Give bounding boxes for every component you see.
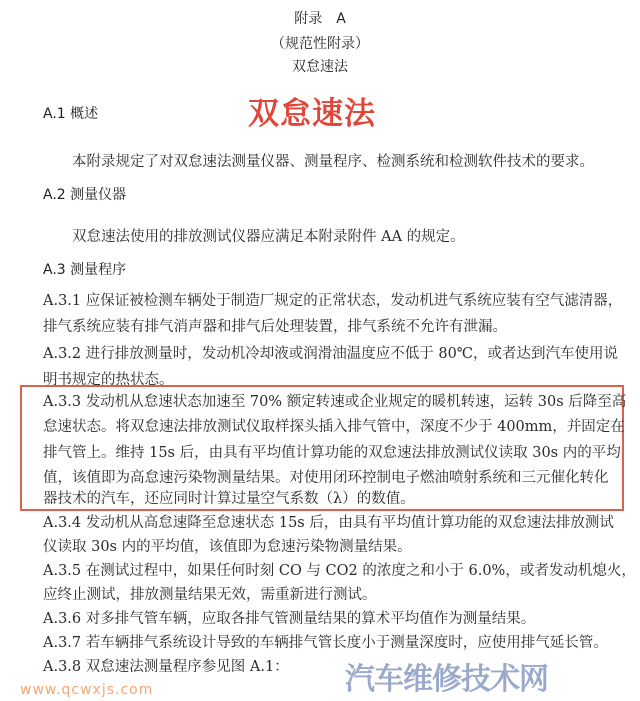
clause-a33-line: 排气管上。维持 15s 后，由具有平均值计算功能的双怠速法排放测试仪读取 30s 内的平均 xyxy=(43,445,621,461)
clause-a33-line: 值，该值即为高怠速污染物测量结果。对使用闭环控制电子燃油喷射系统和三元催化转化 xyxy=(43,470,609,486)
clause-a34-line: 仪读取 30s 内的平均值，该值即为怠速污染物测量结果。 xyxy=(43,539,412,555)
clause-a34-line: A.3.4 发动机从高怠速降至怠速状态 15s 后，由具有平均值计算功能的双怠速法排放测试 xyxy=(43,515,614,531)
clause-a31-line: A.3.1 应保证被检测车辆处于制造厂规定的正常状态，发动机进气系统应装有空气滤清器， xyxy=(43,293,623,309)
clause-a36: A.3.6 对多排气管车辆，应取各排气管测量结果的算术平均值作为测量结果。 xyxy=(43,611,536,627)
clause-a33-line: A.3.3 发动机从怠速状态加速至 70% 额定转速或企业规定的暖机转速，运转 30s 后降至高 xyxy=(43,394,627,410)
clause-a35-line: 应终止测试，排放测量结果无效，需重新进行测试。 xyxy=(43,587,377,603)
highlight-title: 双怠速法 xyxy=(248,96,376,132)
section-a3-heading: A.3 测量程序 xyxy=(43,262,127,278)
clause-a32-line: 明书规定的热状态。 xyxy=(43,372,174,388)
section-a2-heading: A.2 测量仪器 xyxy=(43,187,127,203)
watermark-logo: 汽车维修技术网 xyxy=(345,662,548,697)
clause-a31-line: 排气系统应装有排气消声器和排气后处理装置，排气系统不允许有泄漏。 xyxy=(43,319,507,335)
clause-a37: A.3.7 若车辆排气系统设计导致的车辆排气管长度小于测量深度时，应使用排气延长管。 xyxy=(43,635,608,651)
section-a1-heading: A.1 概述 xyxy=(43,106,99,122)
appendix-title: 双怠速法 xyxy=(292,59,348,75)
section-a2-text: 双怠速法使用的排放测试仪器应满足本附录附件 AA 的规定。 xyxy=(72,229,465,245)
appendix-label: 附录 A xyxy=(294,11,346,27)
clause-a35-line: A.3.5 在测试过程中，如果任何时刻 CO 与 CO2 的浓度之和小于 6.0%，或者发动机熄火， xyxy=(43,563,636,579)
clause-a32-line: A.3.2 进行排放测量时，发动机冷却液或润滑油温度应不低于 80℃，或者达到汽车使用说 xyxy=(43,346,619,362)
clause-a33-line: 器技术的汽车，还应同时计算过量空气系数（λ）的数值。 xyxy=(43,491,415,507)
clause-a38: A.3.8 双怠速法测量程序参见图 A.1： xyxy=(43,659,289,675)
appendix-type: （规范性附录） xyxy=(271,36,369,52)
watermark-url: www.qcwxjs.com xyxy=(20,682,154,698)
clause-a33-line: 怠速状态。将双怠速法排放测试仪取样探头插入排气管中，深度不少于 400mm，并固定在 xyxy=(43,419,625,435)
section-a1-text: 本附录规定了对双怠速法测量仪器、测量程序、检测系统和检测软件技术的要求。 xyxy=(72,154,594,170)
